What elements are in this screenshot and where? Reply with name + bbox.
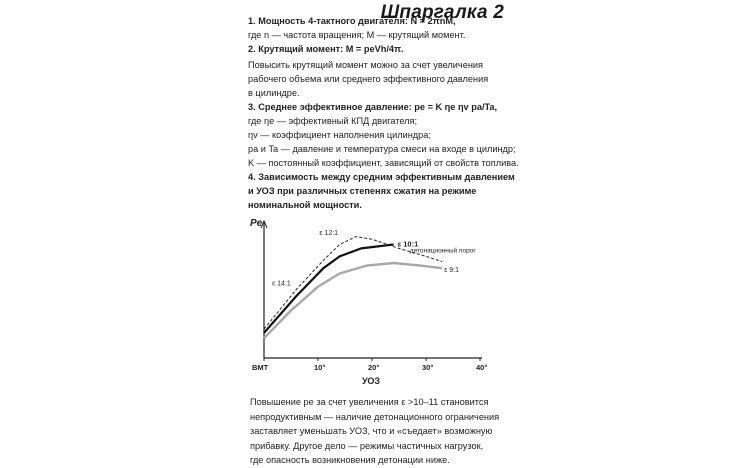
chart-pe-vs-uoz <box>232 212 508 392</box>
y-axis-label: Pe <box>250 218 263 229</box>
x-tick-label: 10° <box>314 363 326 372</box>
text-line: рабочего объема или среднего эффективного давления <box>248 74 489 84</box>
text-line: 4. Зависимость между средним эффективным давлением <box>248 172 515 182</box>
text-line: ηv — коэффициент наполнения цилиндра; <box>248 130 431 140</box>
note-line: Повышение pe за счет увеличения ε >10–11 становится <box>250 397 489 407</box>
x-tick-label: 30° <box>422 363 434 372</box>
text-line: 3. Среднее эффективное давление: pe = K ηe ηv pa/Ta, <box>248 102 498 112</box>
text-line: номинальной мощности. <box>248 200 362 210</box>
cheat-sheet-column <box>232 0 519 465</box>
x-tick-label: 20° <box>368 363 380 372</box>
x-tick-label: 40° <box>476 363 488 372</box>
text-line: K — постоянный коэффициент, зависящий от свойств топлива. <box>248 158 519 168</box>
text-line: где ηe — эффективный КПД двигателя; <box>248 116 418 126</box>
text-line: Повысить крутящий момент можно за счет увеличения <box>248 60 484 70</box>
series-label: ε 12:1 <box>319 230 339 238</box>
note-line: заставляет уменьшать УОЗ, что и «съедает» возможную <box>250 426 493 436</box>
text-line: и УОЗ при различных степенях сжатия на режиме <box>248 186 477 196</box>
text-line: pa и Ta — давление и температура смеси на входе в цилиндр; <box>248 144 516 154</box>
series-line <box>264 263 442 338</box>
text-line: 2. Крутящий момент: M = peVh/4π. <box>248 44 404 54</box>
page-title: Шпаргалка 2 <box>380 2 504 23</box>
series-label: ε 10:1 <box>397 239 419 249</box>
text-line: 1. Мощность 4-тактного двигателя: N = 2πnM, <box>248 16 456 26</box>
note-line: непродуктивным — наличие детонационного ограничения <box>250 411 500 422</box>
x-tick-label: ВМТ <box>252 363 269 372</box>
note-line: прибавку. Другое дело — режимы частичных нагрузок, <box>250 440 484 451</box>
note-line: где опасность возникновения детонации ниже. <box>250 455 450 465</box>
text-line: где n — частота вращения; M — крутящий момент. <box>248 30 466 40</box>
annotation-label: ε 14:1 <box>272 280 291 288</box>
annotation-label: детонационный порог <box>409 247 476 255</box>
series-label: ε 9:1 <box>444 267 459 275</box>
x-axis-label: УОЗ <box>362 376 381 386</box>
text-line: в цилиндре. <box>248 88 300 98</box>
